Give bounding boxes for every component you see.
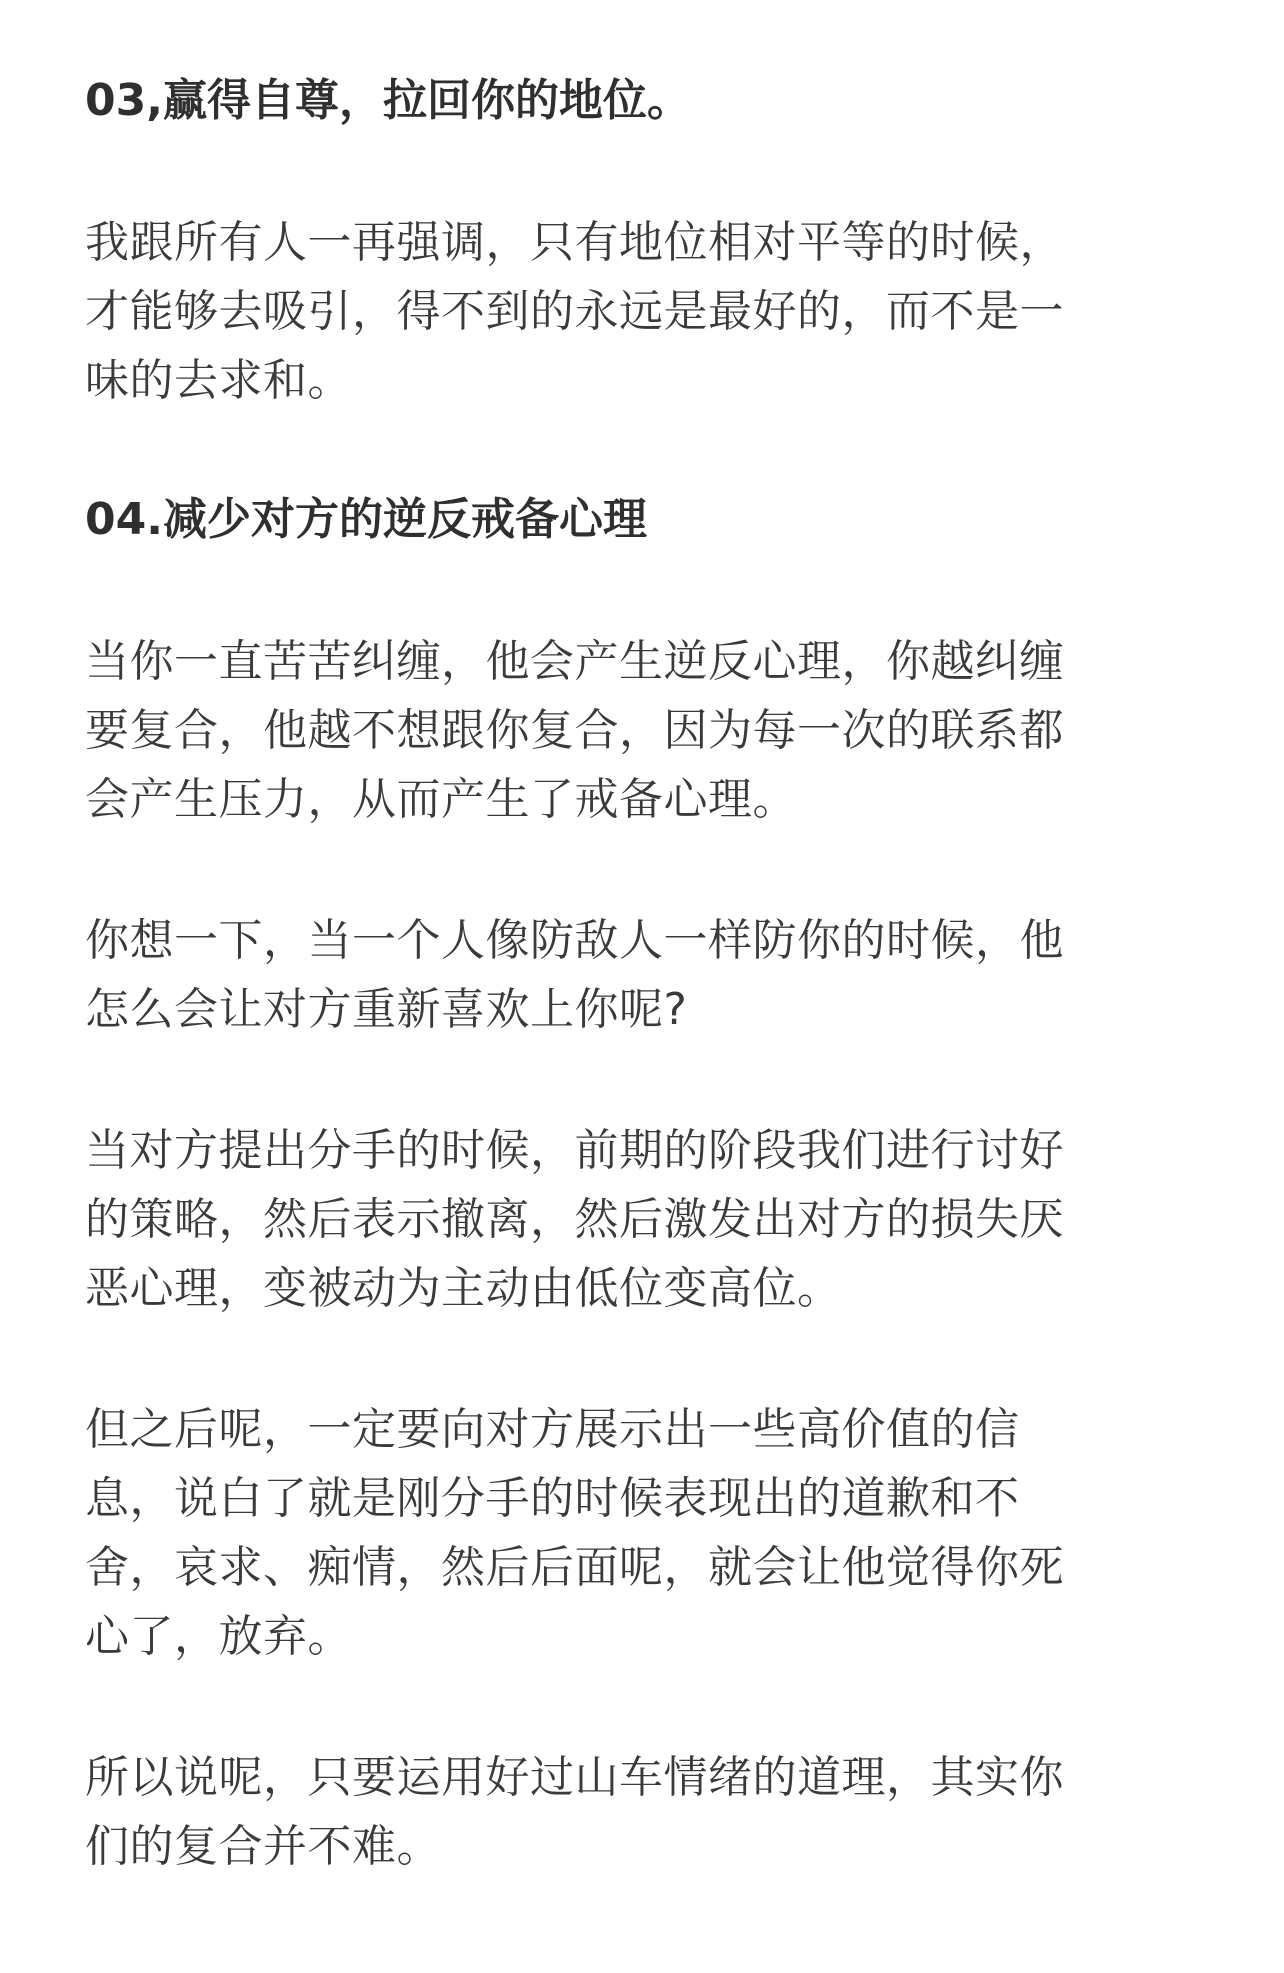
paragraph [85, 208, 1165, 415]
paragraph [85, 906, 1165, 1044]
paragraph [85, 627, 1165, 834]
paragraph [85, 1116, 1165, 1323]
paragraph-line: 才能够去吸引，得不到的永远是最好的，而不是一 [85, 286, 1064, 337]
paragraph [85, 1743, 1165, 1881]
paragraph-line: 你想一下，当一个人像防敌人一样防你的时候，他 [85, 915, 1064, 966]
paragraph-line: 味的去求和。 [85, 355, 352, 406]
section-heading-03: 03,赢得自尊，拉回你的地位。 [85, 75, 691, 126]
paragraph-line: 恶心理，变被动为主动由低位变高位。 [85, 1263, 842, 1314]
paragraph-line: 但之后呢，一定要向对方展示出一些高价值的信 [85, 1404, 1020, 1455]
paragraph-line: 们的复合并不难。 [85, 1821, 441, 1872]
paragraph-line: 心了，放弃。 [85, 1611, 352, 1662]
paragraph-line: 当你一直苦苦纠缠，他会产生逆反心理，你越纠缠 [85, 636, 1064, 687]
section-heading-04: 04.减少对方的逆反戒备心理 [85, 494, 647, 545]
paragraph-line: 会产生压力，从而产生了戒备心理。 [85, 774, 797, 825]
paragraph-line: 怎么会让对方重新喜欢上你呢? [85, 984, 688, 1035]
paragraph-line: 所以说呢，只要运用好过山车情绪的道理，其实你 [85, 1752, 1064, 1803]
article-body [85, 66, 1165, 1881]
paragraph-line: 息，说白了就是刚分手的时候表现出的道歉和不 [85, 1473, 1020, 1524]
paragraph [85, 1395, 1165, 1671]
paragraph-line: 舍，哀求、痴情，然后后面呢，就会让他觉得你死 [85, 1542, 1064, 1593]
paragraph-line: 当对方提出分手的时候，前期的阶段我们进行讨好 [85, 1125, 1064, 1176]
paragraph-line: 的策略，然后表示撤离，然后激发出对方的损失厌 [85, 1194, 1064, 1245]
paragraph-line: 我跟所有人一再强调，只有地位相对平等的时候， [85, 217, 1064, 268]
paragraph-line: 要复合，他越不想跟你复合，因为每一次的联系都 [85, 705, 1064, 756]
